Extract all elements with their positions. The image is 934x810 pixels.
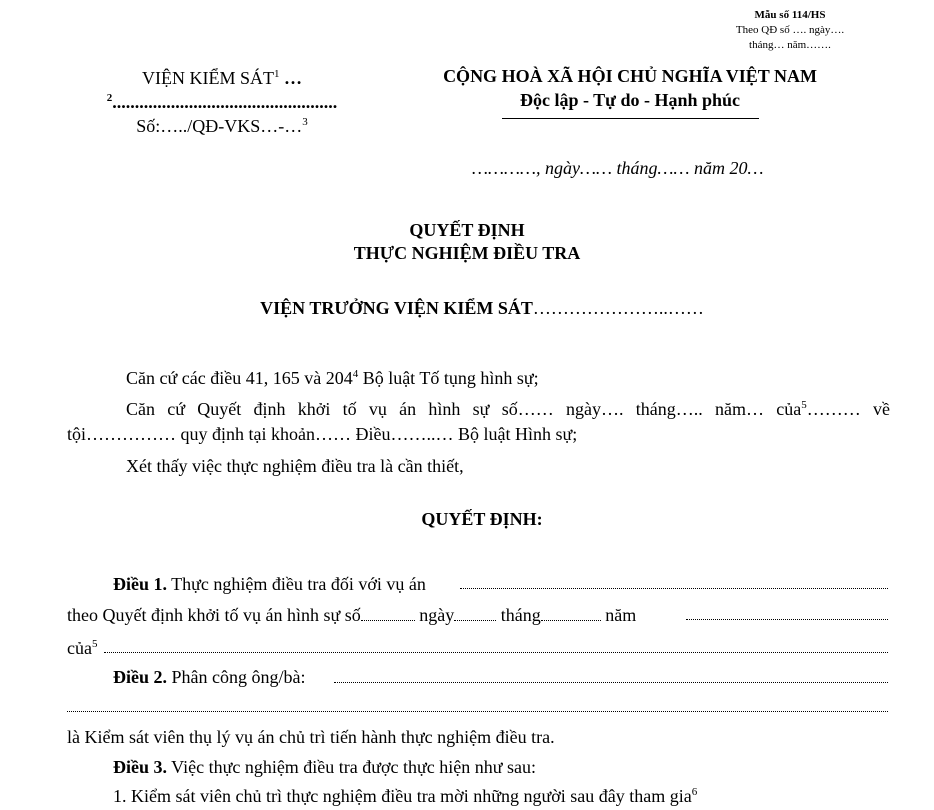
basis-paragraph-3: Xét thấy việc thực nghiệm điều tra là cần thiết, xyxy=(126,456,464,476)
basis-paragraph-2: Căn cứ Quyết định khởi tố vụ án hình sự số…… ngày…. tháng….. năm… của$^5$……… về xyxy=(126,399,890,419)
issuer-title: VIỆN TRƯỞNG VIỆN KIỂM SÁT…………………..…… xyxy=(260,298,704,318)
form-number: Mẫu số 114/HS xyxy=(754,9,826,21)
place-date: …………, ngày…… tháng…… năm 20… xyxy=(472,158,764,178)
form-decision-line: Theo QĐ số …. ngày…. xyxy=(735,24,845,36)
basis-paragraph-1: Căn cứ các điều 41, 165 và $204^4$ Bộ luật Tố tụng hình sự; xyxy=(126,368,539,388)
country-name: CỘNG HOÀ XÃ HỘI CHỦ NGHĨA VIỆT NAM xyxy=(443,66,817,86)
article-3-item-1: 1. Kiểm sát viên chủ trì thực nghiệm điều tra mời những người sau đây tham gia$^6$ xyxy=(113,786,698,806)
form-code xyxy=(730,8,850,53)
decision-number-blank[interactable] xyxy=(361,620,415,621)
article-3: Điều 3. Việc thực nghiệm điều tra được thực hiện như sau: xyxy=(113,757,537,777)
form-decision-date: tháng… năm……. xyxy=(749,39,831,51)
decision-day-blank[interactable] xyxy=(454,620,496,621)
document-subtitle: THỰC NGHIỆM ĐIỀU TRA xyxy=(353,243,581,263)
agency-unit: $^2$.................................................. xyxy=(106,92,338,112)
decision-year-blank[interactable] xyxy=(686,619,888,620)
issuer-blank[interactable] xyxy=(104,652,888,653)
document-number: Số:…../QĐ-VKS…-…$^3$ xyxy=(136,116,308,136)
national-header xyxy=(412,64,848,112)
document-title: QUYẾT ĐỊNH xyxy=(409,220,525,240)
article-2: Điều 2. Phân công ông/bà: xyxy=(113,667,306,687)
article-1-line-2: theo Quyết định khởi tố vụ án hình sự số ngày tháng năm xyxy=(67,605,637,625)
assigned-person-blank[interactable] xyxy=(334,682,888,683)
decision-month-blank[interactable] xyxy=(541,620,601,621)
article-1-case-blank[interactable] xyxy=(460,588,888,589)
agency-name: VIỆN KIỂM SÁT$^1$ … xyxy=(142,68,302,88)
basis-paragraph-2-cont: tội…………… quy định tại khoản…… Điều……..… Bộ luật Hình sự; xyxy=(67,424,578,444)
national-motto: Độc lập - Tự do - Hạnh phúc xyxy=(519,90,741,110)
agency-header xyxy=(72,66,372,138)
decide-heading: QUYẾT ĐỊNH: xyxy=(421,509,543,529)
assigned-person-blank-2[interactable] xyxy=(67,711,888,712)
article-1: Điều 1. Thực nghiệm điều tra đối với vụ án xyxy=(113,574,426,594)
article-1-line-3: của$^5$ xyxy=(67,638,98,658)
motto-underline xyxy=(502,118,759,119)
article-2-conclusion: là Kiểm sát viên thụ lý vụ án chủ trì tiến hành thực nghiệm điều tra. xyxy=(67,727,555,747)
